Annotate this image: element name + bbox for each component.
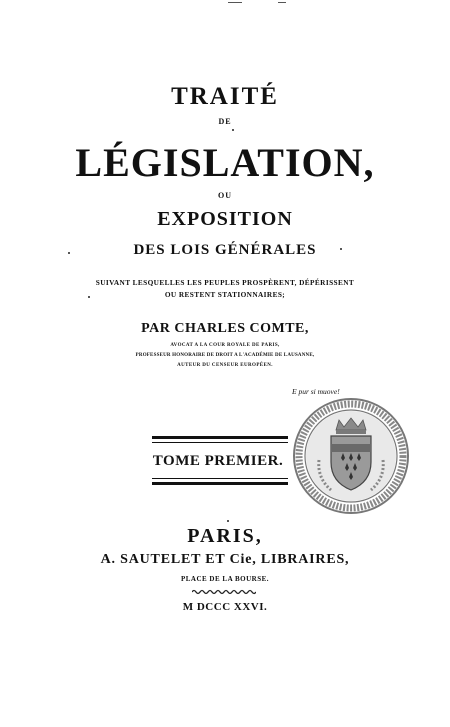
wavy-ornament-icon <box>192 589 256 595</box>
subtitle-description-1: SUIVANT LESQUELLES LES PEUPLES PROSPÈRENT, DÉPÉRISSENT <box>95 278 355 287</box>
ink-speck <box>227 520 229 522</box>
author-line: PAR CHARLES COMTE, <box>141 321 309 336</box>
subtitle-description-2: OU RESTENT STATIONNAIRES; <box>164 290 286 299</box>
author-credential-3: AUTEUR DU CENSEUR EUROPÉEN. <box>177 363 273 368</box>
title-line-1: TRAITÉ <box>171 83 279 110</box>
imprint-address: PLACE DE LA BOURSE. <box>180 575 270 583</box>
volume-label: TOME PREMIER. <box>152 453 284 469</box>
library-stamp <box>291 396 411 516</box>
imprint-date: M DCCC XXVI. <box>182 601 268 613</box>
ink-speck <box>88 296 90 298</box>
author-credential-1: AVOCAT A LA COUR ROYALE DE PARIS, <box>170 343 280 348</box>
ink-speck <box>232 129 234 131</box>
handwritten-motto: E pur si muove! <box>292 387 340 396</box>
title-connector-de: DE <box>218 117 232 126</box>
rule-bottom-thick <box>152 482 288 485</box>
rule-top-thick <box>152 436 288 439</box>
main-title: LÉGISLATION, <box>75 140 375 185</box>
ink-speck <box>340 248 342 250</box>
scan-mark-top <box>228 2 242 3</box>
subtitle-exposition: EXPOSITION <box>157 208 293 230</box>
title-connector-ou: OU <box>218 191 232 200</box>
rule-bottom-thin <box>152 478 288 479</box>
rule-top-thin <box>152 442 288 443</box>
imprint-publisher: A. SAUTELET ET Cie, LIBRAIRES, <box>100 552 350 567</box>
scan-mark-top <box>278 2 286 3</box>
imprint-city: PARIS, <box>187 525 263 547</box>
author-credential-2: PROFESSEUR HONORAIRE DE DROIT A L'ACADÉMIE DE LAUSANNE, <box>135 353 315 358</box>
subtitle-lois: DES LOIS GÉNÉRALES <box>133 242 317 258</box>
ink-speck <box>68 252 70 254</box>
